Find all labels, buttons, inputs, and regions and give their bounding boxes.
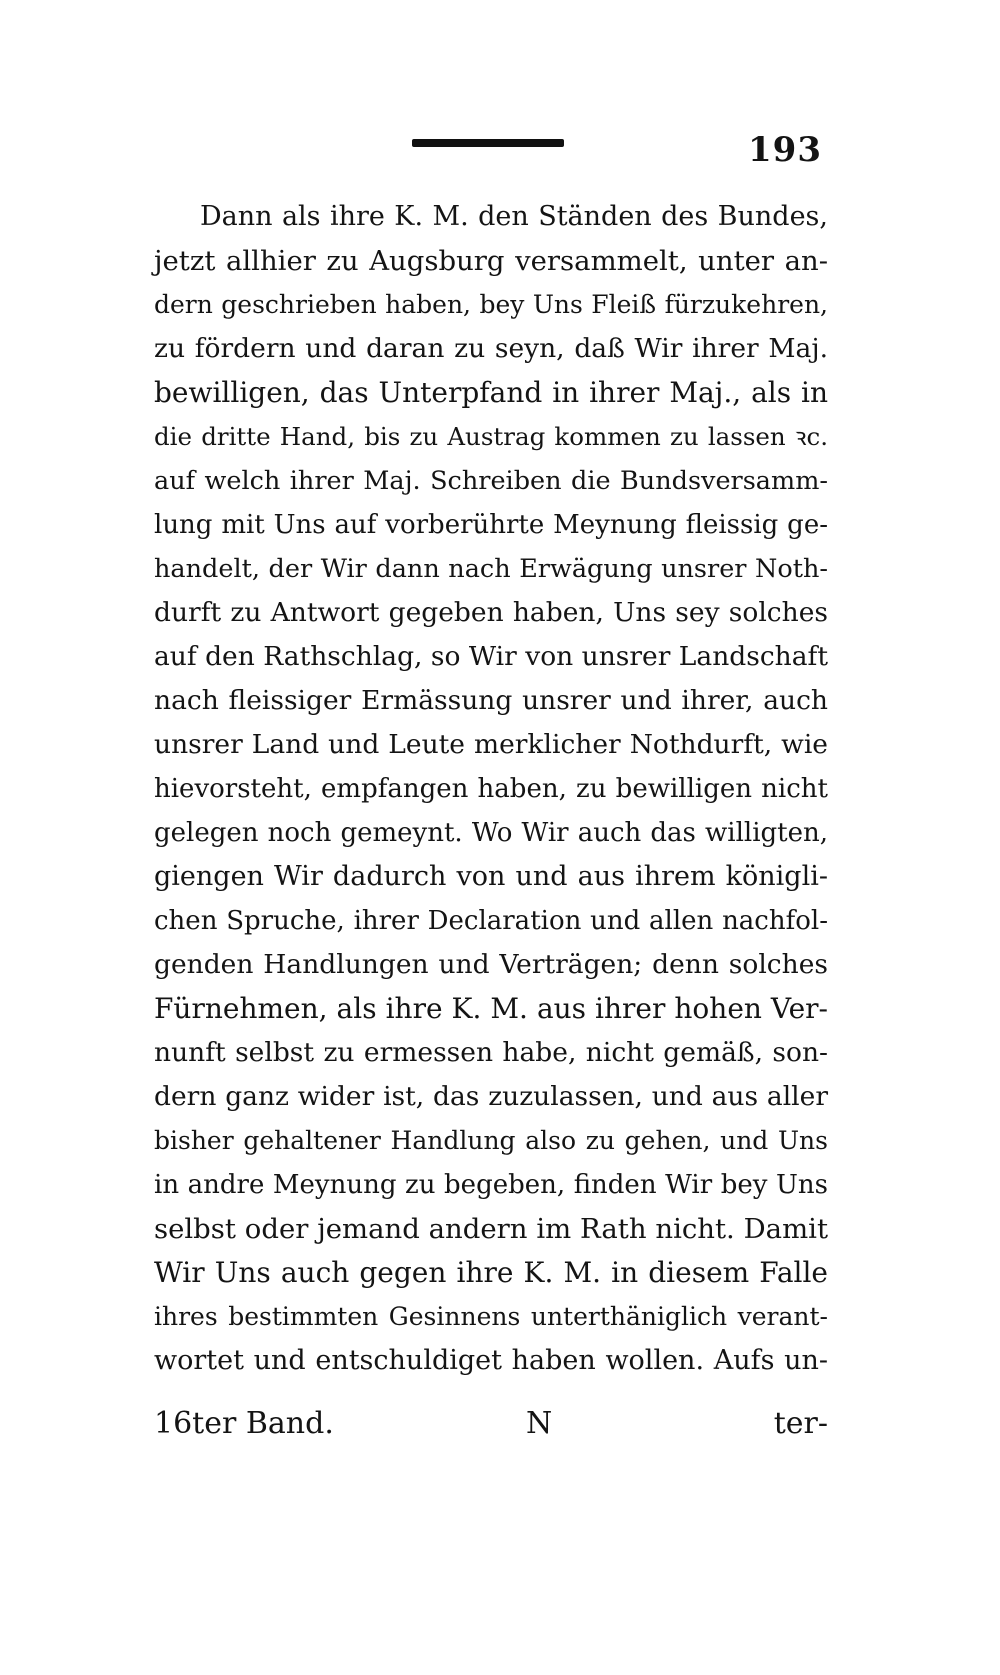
- text-line: genden Handlungen und Verträgen; denn solches: [154, 949, 828, 980]
- text-line: nach fleissiger Ermässung unsrer und ihrer, auch: [154, 685, 828, 716]
- text-line: auf den Rathschlag, so Wir von unsrer Landschaft: [154, 641, 829, 672]
- text-line: jetzt allhier zu Augsburg versammelt, unter an-: [154, 245, 828, 277]
- text-line: in andre Meynung zu begeben, finden Wir bey Uns: [154, 1170, 828, 1200]
- text-line: auf welch ihrer Maj. Schreiben die Bundsversamm-: [154, 466, 828, 496]
- header-rule: [412, 139, 564, 147]
- text-line: giengen Wir dadurch von und aus ihrem königli-: [154, 861, 828, 892]
- text-line: Wir Uns auch gegen ihre K. M. in diesem Falle: [154, 1256, 828, 1289]
- text-line: gelegen noch gemeynt. Wo Wir auch das willigten,: [154, 818, 828, 848]
- text-line: bewilligen, das Unterpfand in ihrer Maj., als in: [154, 376, 828, 409]
- catchword: ter-: [773, 1406, 828, 1441]
- page-footer: [154, 1402, 828, 1446]
- text-line: Fürnehmen, als ihre K. M. aus ihrer hohen Ver-: [154, 992, 828, 1025]
- page-number: 193: [748, 130, 822, 170]
- body-text: [154, 195, 828, 1383]
- text-line: lung mit Uns auf vorberührte Meynung fleissig ge-: [154, 510, 828, 540]
- text-line: chen Spruche, ihrer Declaration und allen nachfol-: [154, 906, 828, 936]
- text-line: ihres bestimmten Gesinnens unterthäniglich verant-: [154, 1302, 828, 1331]
- text-line: zu fördern und daran zu seyn, daß Wir ihrer Maj.: [154, 333, 828, 364]
- text-line: Dann als ihre K. M. den Ständen des Bundes,: [200, 201, 828, 232]
- signature-mark: N: [526, 1406, 553, 1441]
- text-line: dern geschrieben haben, bey Uns Fleiß fürzukehren,: [154, 290, 828, 319]
- text-line: durft zu Antwort gegeben haben, Uns sey solches: [154, 597, 828, 628]
- text-line: dern ganz wider ist, das zuzulassen, und aus aller: [154, 1081, 828, 1112]
- text-line: selbst oder jemand andern im Rath nicht. Damit: [154, 1213, 828, 1245]
- text-line: die dritte Hand, bis zu Austrag kommen zu lassen ꝛc.: [154, 422, 828, 451]
- volume-signature: 16ter Band.: [154, 1406, 334, 1441]
- text-line: unsrer Land und Leute merklicher Nothdurft, wie: [154, 729, 828, 760]
- text-line: bisher gehaltener Handlung also zu gehen, und Uns: [154, 1126, 828, 1155]
- text-line: hievorsteht, empfangen haben, zu bewilligen nicht: [154, 774, 828, 804]
- text-line: wortet und entschuldiget haben wollen. Aufs un-: [154, 1345, 828, 1376]
- text-line: handelt, der Wir dann nach Erwägung unsrer Noth-: [154, 554, 828, 584]
- text-line: nunft selbst zu ermessen habe, nicht gemäß, son-: [154, 1037, 828, 1068]
